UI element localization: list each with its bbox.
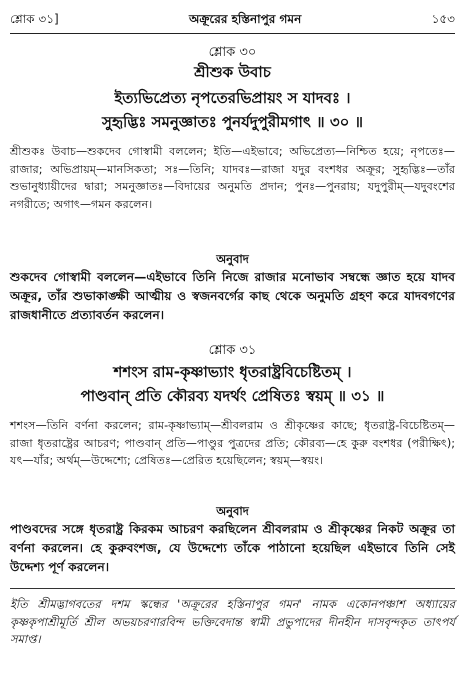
footer-divider [10,588,455,589]
verse-31-translation: পাণ্ডবদের সঙ্গে ধৃতরাষ্ট্র কিরকম আচরণ করছিলেন শ্রীবলরাম ও শ্রীকৃষ্ণের নিকট অক্রূর তা বর্ণনা করলেন। হে কুরুবংশজ, যে উদ্দেশ্যে তাঁকে পাঠানো হয়েছিল এইভাবে তিনি সেই উদ্দেশ্য পূর্ণ করলেন। [10,522,455,574]
chapter-closing-note: ইতি শ্রীমদ্ভাগবতের দশম স্কন্ধের 'অক্রূরের হস্তিনাপুর গমন' নামক একোনপঞ্চাশ অধ্যায়ের কৃষ্ণকৃপাশ্রীমূর্তি শ্রীল অভয়চরণারবিন্দ ভক্তিবেদান্ত স্বামী প্রভুপাদের দীনহীন দাসবৃন্দকৃত তাৎপর্য সমাপ্ত। [10,597,455,646]
verse-30-line-1: ইত্যভিপ্রেত্য নৃপতেরভিপ্রায়ং স যাদবঃ । [114,89,351,107]
verse-31-heading: শ্লোক ৩১ [208,343,257,358]
verse-30-heading: শ্লোক ৩০ [208,45,257,60]
verse-31-translation-heading: অনুবাদ [216,504,249,518]
header-rule [10,33,455,34]
verse-31-synonyms: শশংস—তিনি বর্ণনা করলেন; রাম-কৃষ্ণাভ্যাম্—শ্রীবলরাম ও শ্রীকৃষ্ণের কাছে; ধৃতরাষ্ট্র-বিচেষ্টিতম্—রাজা ধৃতরাষ্ট্রের আচরণ; পাণ্ডবান্ প্রতি—পাণ্ডুর পুত্রদের প্রতি; কৌরব্য—হে কুরু বংশধর (পরীক্ষিৎ); যৎ—যাঁর; অর্থম্—উদ্দেশ্যে; প্রেষিতঃ—প্রেরিত হয়েছিলেন; স্বয়ম্—স্বয়ং। [10,419,455,468]
verse-30-speaker: শ্রীশুক উবাচ [194,63,271,81]
header-chapter-title: অক্রূরের হস্তিনাপুর গমন [189,12,302,26]
verse-30-synonyms: শ্রীশুকঃ উবাচ—শুকদেব গোস্বামী বললেন; ইতি—এইভাবে; অভিপ্রেত্য—নিশ্চিত হয়ে; নৃপতেঃ—রাজার; অভিপ্রায়ম্—মানসিকতা; সঃ—তিনি; যাদবঃ—রাজা যদুর বংশধর অক্রূর; সুহৃদ্ভিঃ—তাঁর শুভানুধ্যায়ীদের দ্বারা; সমনুজ্ঞাতঃ—বিদায়ের অনুমতি প্রদান; পুনঃ—পুনরায়; যদুপুরীম্—যদুবংশের নগরীতে; অগাৎ—গমন করলেন। [10,145,455,211]
verse-30-translation: শুকদেব গোস্বামী বললেন—এইভাবে তিনি নিজে রাজার মনোভাব সম্বন্ধে জ্ঞাত হয়ে যাদব অক্রূর, তাঁর শুভাকাঙ্ক্ষী আত্মীয় ও স্বজনবর্গের কাছ থেকে অনুমতি গ্রহণ করে যাদবগণের রাজধানীতে প্রত্যাবর্তন করলেন। [10,270,455,322]
verse-31-line-1: শশংস রাম-কৃষ্ণাভ্যাং ধৃতরাষ্ট্রবিচেষ্টিতম্ । [113,363,352,381]
verse-30-line-2: সুহৃদ্ভিঃ সমনুজ্ঞাতঃ পুনর্যদুপুরীমগাৎ ॥ ৩০ ॥ [101,113,364,131]
verse-31-line-2: পাণ্ডবান্ প্রতি কৌরব্য যদর্থং প্রেষিতঃ স্বয়ম্ ॥ ৩১ ॥ [80,387,385,405]
header-page-number: ১৫৩ [431,12,455,26]
verse-30-translation-heading: অনুবাদ [216,252,249,266]
header-verse-ref: শ্লোক ৩১] [10,12,59,26]
running-header [10,11,455,29]
